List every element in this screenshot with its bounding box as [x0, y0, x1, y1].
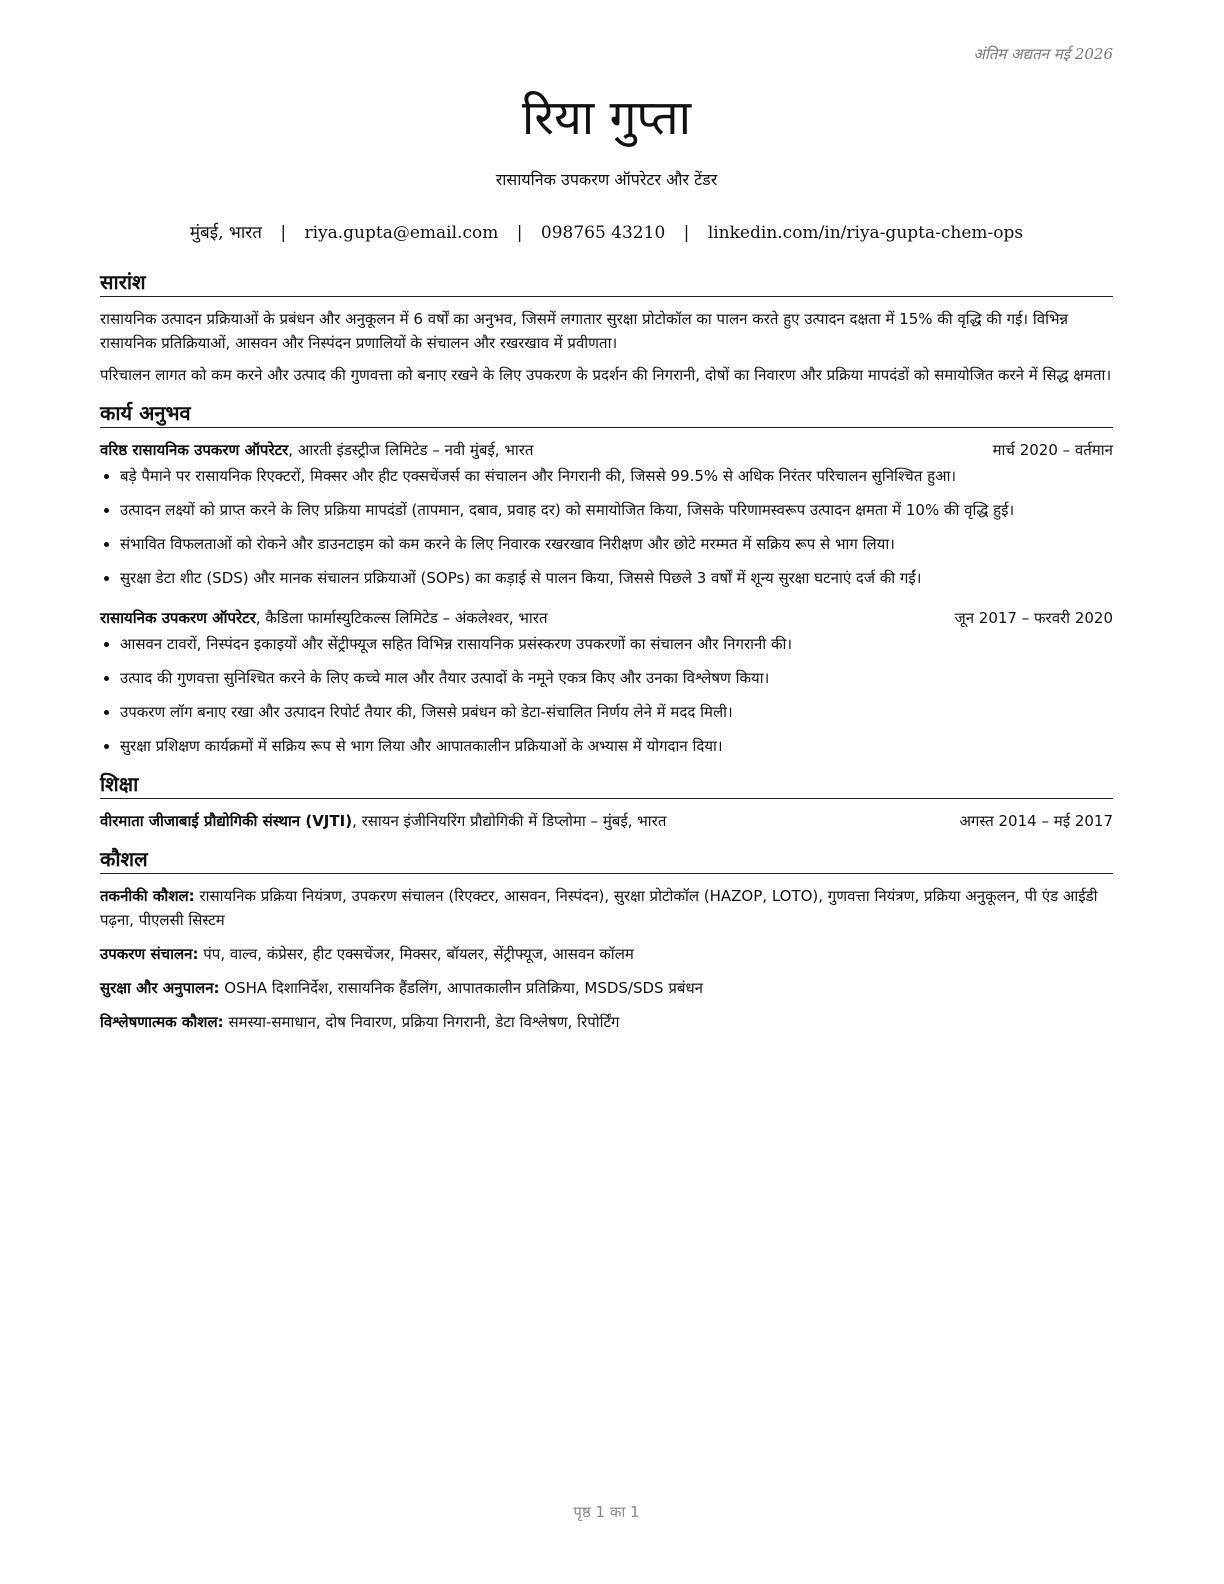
skill-line: [100, 1010, 1113, 1034]
job-header: [100, 438, 1113, 462]
job-bullet: • संभावित विफलताओं को रोकने और डाउनटाइम को कम करने के लिए निवारक रखरखाव निरीक्षण और छोटे मरम्मत में सक्रिय रूप से भाग लिया।: [120, 532, 1113, 556]
skill-label: विश्लेषणात्मक कौशल:: [100, 1013, 224, 1031]
summary-paragraph: परिचालन लागत को कम करने और उत्पाद की गुणवत्ता को बनाए रखने के लिए उपकरण के प्रदर्शन की निगरानी, दोषों का निवारण और प्रक्रिया मापदंडों को समायोजित करने में सिद्ध क्षमता।: [100, 366, 1112, 384]
job-bullets: [100, 464, 1113, 590]
job-entry: [100, 438, 1113, 590]
job-dates: जून 2017 – फरवरी 2020: [954, 609, 1113, 627]
skill-line: [100, 942, 1113, 966]
contact-email[interactable]: riya.gupta@email.com: [304, 223, 499, 243]
job-role: रासायनिक उपकरण ऑपरेटर: [100, 609, 256, 627]
contact-separator: |: [683, 223, 690, 243]
contact-location: मुंबई, भारत: [189, 223, 262, 243]
contact-separator: |: [280, 223, 287, 243]
education-institution: वीरमाता जीजाबाई प्रौद्योगिकी संस्थान (VJTI): [100, 812, 353, 830]
education-dates: अगस्त 2014 – मई 2017: [959, 812, 1113, 830]
contact-phone: 098765 43210: [540, 223, 666, 243]
job-header: [100, 606, 1113, 630]
contact-line: [100, 220, 1113, 243]
skill-text: OSHA दिशानिर्देश, रासायनिक हैंडलिंग, आपातकालीन प्रतिक्रिया, MSDS/SDS प्रबंधन: [219, 979, 703, 997]
last-updated: अंतिम अद्यतन मई 2026: [973, 45, 1113, 63]
resume-page: [100, 0, 1113, 1584]
summary-paragraph: रासायनिक उत्पादन प्रक्रियाओं के प्रबंधन और अनुकूलन में 6 वर्षों का अनुभव, जिसमें लगातार सुरक्षा प्रोटोकॉल का पालन करते हुए उत्पादन दक्षता में 15% की वृद्धि की गई। विभिन्न रासायनिक प्रतिक्रियाओं, आसवन और निस्पंदन प्रणालियों के संचालन और रखरखाव में प्रवीणता।: [100, 310, 1069, 352]
candidate-subtitle: रासायनिक उपकरण ऑपरेटर और टेंडर: [495, 170, 718, 189]
job-org: , कैडिला फार्मास्युटिकल्स लिमिटेड – अंकलेश्वर, भारत: [255, 609, 548, 627]
contact-linkedin[interactable]: linkedin.com/in/riya-gupta-chem-ops: [707, 223, 1024, 243]
job-bullet: • सुरक्षा डेटा शीट (SDS) और मानक संचालन प्रक्रियाओं (SOPs) का कड़ाई से पालन किया, जिससे पिछले 3 वर्षों में शून्य सुरक्षा घटनाएं दर्ज की गईं।: [120, 566, 1113, 590]
job-dates: मार्च 2020 – वर्तमान: [992, 441, 1113, 459]
job-bullet: • उत्पाद की गुणवत्ता सुनिश्चित करने के लिए कच्चे माल और तैयार उत्पादों के नमूने एकत्र किए और उनका विश्लेषण किया।: [120, 666, 1113, 690]
skill-label: सुरक्षा और अनुपालन:: [100, 979, 220, 997]
skill-line: [100, 884, 1113, 932]
job-entry: [100, 606, 1113, 758]
skill-label: उपकरण संचालन:: [100, 945, 199, 963]
resume-body: [100, 270, 1113, 1044]
job-bullets: [100, 632, 1113, 758]
candidate-name: रिया गुप्ता: [521, 90, 692, 146]
contact-separator: |: [516, 223, 523, 243]
education-entry: [100, 809, 1113, 833]
job-org: , आरती इंडस्ट्रीज लिमिटेड – नवी मुंबई, भारत: [288, 441, 534, 459]
skill-text: समस्या-समाधान, दोष निवारण, प्रक्रिया निगरानी, डेटा विश्लेषण, रिपोर्टिंग: [223, 1013, 620, 1031]
job-role: वरिष्ठ रासायनिक उपकरण ऑपरेटर: [100, 441, 289, 459]
job-bullet: • बड़े पैमाने पर रासायनिक रिएक्टरों, मिक्सर और हीट एक्सचेंजर्स का संचालन और निगरानी की, जिससे 99.5% से अधिक निरंतर परिचालन सुनिश्चित हुआ।: [120, 464, 1113, 488]
skill-line: [100, 976, 1113, 1000]
job-bullet: • उत्पादन लक्ष्यों को प्राप्त करने के लिए प्रक्रिया मापदंडों (तापमान, दबाव, प्रवाह दर) को समायोजित किया, जिसके परिणामस्वरूप उत्पादन क्षमता में 10% की वृद्धि हुई।: [120, 498, 1113, 522]
job-bullet: • उपकरण लॉग बनाए रखा और उत्पादन रिपोर्ट तैयार की, जिससे प्रबंधन को डेटा-संचालित निर्णय लेने में मदद मिली।: [120, 700, 1113, 724]
education-detail: , रसायन इंजीनियरिंग प्रौद्योगिकी में डिप्लोमा – मुंबई, भारत: [352, 812, 667, 830]
section-title-education: शिक्षा: [100, 772, 1113, 799]
skill-text: पंप, वाल्व, कंप्रेसर, हीट एक्सचेंजर, मिक्सर, बॉयलर, सेंट्रीफ्यूज, आसवन कॉलम: [198, 945, 634, 963]
skill-text: रासायनिक प्रक्रिया नियंत्रण, उपकरण संचालन (रिएक्टर, आसवन, निस्पंदन), सुरक्षा प्रोटोकॉल (HAZOP, LOTO), गुणवत्ता नियंत्रण, प्रक्रिया अनुकूलन, पी एंड आईडी पढ़ना, पीएलसी सिस्टम: [100, 887, 1098, 929]
job-bullet: • सुरक्षा प्रशिक्षण कार्यक्रमों में सक्रिय रूप से भाग लिया और आपातकालीन प्रक्रियाओं के अभ्यास में योगदान दिया।: [120, 734, 1113, 758]
section-title-skills: कौशल: [100, 847, 1113, 874]
job-bullet: • आसवन टावरों, निस्पंदन इकाइयों और सेंट्रीफ्यूज सहित विभिन्न रासायनिक प्रसंस्करण उपकरणों का संचालन और निगरानी की।: [120, 632, 1113, 656]
skill-label: तकनीकी कौशल:: [100, 887, 195, 905]
page-number: पृष्ठ 1 का 1: [573, 1503, 640, 1521]
section-title-summary: सारांश: [100, 270, 1113, 297]
section-title-experience: कार्य अनुभव: [100, 401, 1113, 428]
